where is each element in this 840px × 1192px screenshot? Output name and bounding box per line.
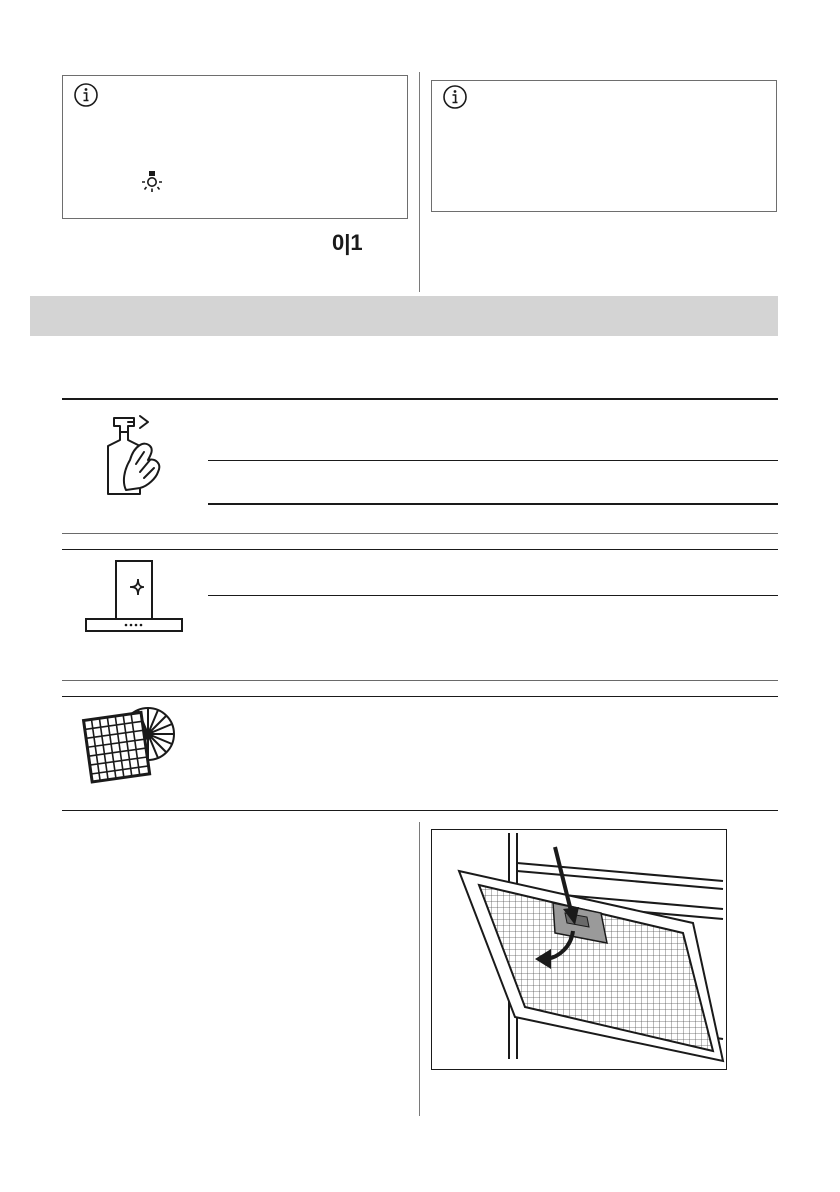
row1-bottom-rule (208, 503, 778, 505)
spray-and-cloth-icon (100, 412, 180, 496)
column-divider-top (419, 72, 420, 292)
column-divider-bottom (419, 822, 420, 1116)
section-banner (30, 296, 778, 336)
light-bulb-icon (139, 170, 165, 196)
right-info-note (431, 80, 777, 212)
info-circle-icon (73, 82, 99, 108)
row2-top-rule (62, 549, 778, 550)
row2-inner-rule (208, 595, 778, 596)
table-bottom-rule (62, 810, 778, 811)
table-top-rule (62, 398, 778, 400)
grease-and-charcoal-filter-icon (78, 700, 178, 790)
cooker-hood-sparkle-icon (84, 557, 184, 637)
power-symbol: 0|1 (332, 230, 363, 255)
row2-separator (62, 680, 778, 681)
row1-inner-rule (208, 460, 778, 461)
row3-top-rule (62, 696, 778, 697)
info-circle-icon (442, 84, 468, 110)
row1-separator (62, 533, 778, 534)
grease-filter-removal-illustration (431, 829, 727, 1070)
left-info-note (62, 75, 408, 219)
